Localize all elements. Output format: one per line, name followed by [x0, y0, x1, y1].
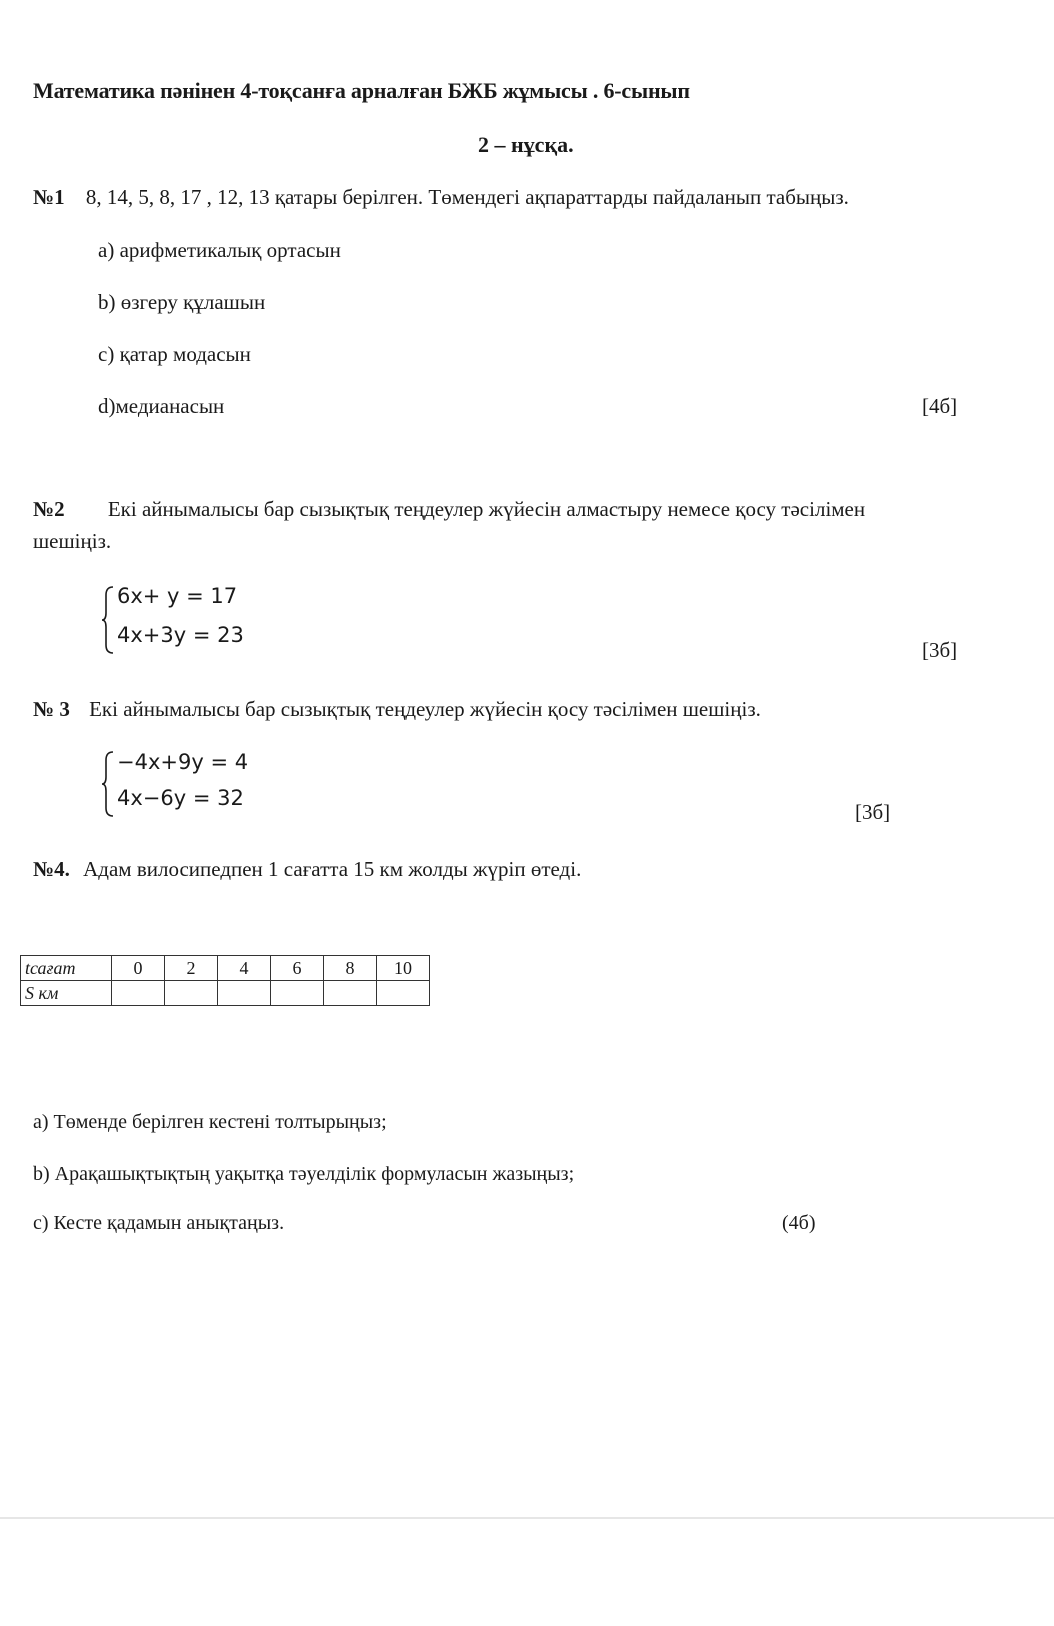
task3-points: [3б] [855, 800, 891, 824]
table-cell: 6 [271, 956, 324, 981]
table-cell: 2 [165, 956, 218, 981]
table-cell [112, 981, 165, 1006]
table-cell [165, 981, 218, 1006]
task2-points: [3б] [922, 638, 958, 662]
task1-line [33, 185, 849, 210]
task1-item-a: а) арифметикалық ортасын [98, 238, 341, 262]
task3-system-brace [101, 750, 115, 818]
task1-text: 8, 14, 5, 8, 17 , 12, 13 қатары берілген. Төмендегі ақпараттарды пайдаланып табыңыз. [85, 185, 849, 209]
task1-number: №1 [33, 185, 65, 209]
task4-number: №4. [33, 857, 70, 881]
task3-equation-2: 4x−6y = 32 [117, 786, 244, 810]
table-cell: 4 [218, 956, 271, 981]
page-divider [0, 1517, 1054, 1519]
table-cell: 8 [324, 956, 377, 981]
table-header-time: tсағат [21, 956, 112, 981]
task4-item-c: c) Кесте қадамын анықтаңыз. [33, 1212, 285, 1234]
task4-line [33, 857, 581, 882]
task2-equation-2: 4x+3y = 23 [117, 623, 244, 647]
task3-number: № 3 [33, 697, 70, 721]
task1-item-c: c) қатар модасын [98, 342, 251, 366]
task3-text: Екі айнымалысы бар сызықтық теңдеулер жүйесін қосу тәсілімен шешіңіз. [89, 697, 761, 721]
table-cell: 10 [377, 956, 430, 981]
table-row [21, 981, 430, 1006]
task2-number: №2 [33, 497, 65, 521]
task2-equation-1: 6x+ y = 17 [117, 584, 238, 608]
task3-equation-1: −4x+9y = 4 [117, 750, 249, 774]
task4-points: (4б) [782, 1212, 816, 1234]
variant-label: 2 – нұсқа. [478, 132, 574, 157]
table-cell [271, 981, 324, 1006]
task2-text-cont: шешіңіз. [33, 529, 112, 553]
worksheet-title: Математика пәнінен 4-тоқсанға арналған БЖБ жұмысы . 6-сынып [33, 78, 690, 103]
table-header-distance: S км [21, 981, 112, 1006]
time-distance-table [20, 955, 430, 1006]
table-cell [324, 981, 377, 1006]
task2-line [33, 497, 865, 522]
table-cell: 0 [112, 956, 165, 981]
task4-item-a: а) Төменде берілген кестені толтырыңыз; [33, 1111, 387, 1133]
table-cell [377, 981, 430, 1006]
task1-item-b: b) өзгеру құлашын [98, 290, 266, 314]
task1-points: [4б] [922, 394, 958, 418]
task4-item-b: b) Арақашықтықтың уақытқа тәуелділік формуласын жазыңыз; [33, 1163, 575, 1185]
table-cell [218, 981, 271, 1006]
task1-item-d: d)медианасын [98, 394, 225, 418]
table-row [21, 956, 430, 981]
task2-text: Екі айнымалысы бар сызықтық теңдеулер жүйесін алмастыру немесе қосу тәсілімен [107, 497, 866, 521]
task2-system-brace [101, 585, 115, 655]
task3-line [33, 697, 761, 722]
task4-text: Адам вилосипедпен 1 сағатта 15 км жолды жүріп өтеді. [83, 857, 582, 881]
